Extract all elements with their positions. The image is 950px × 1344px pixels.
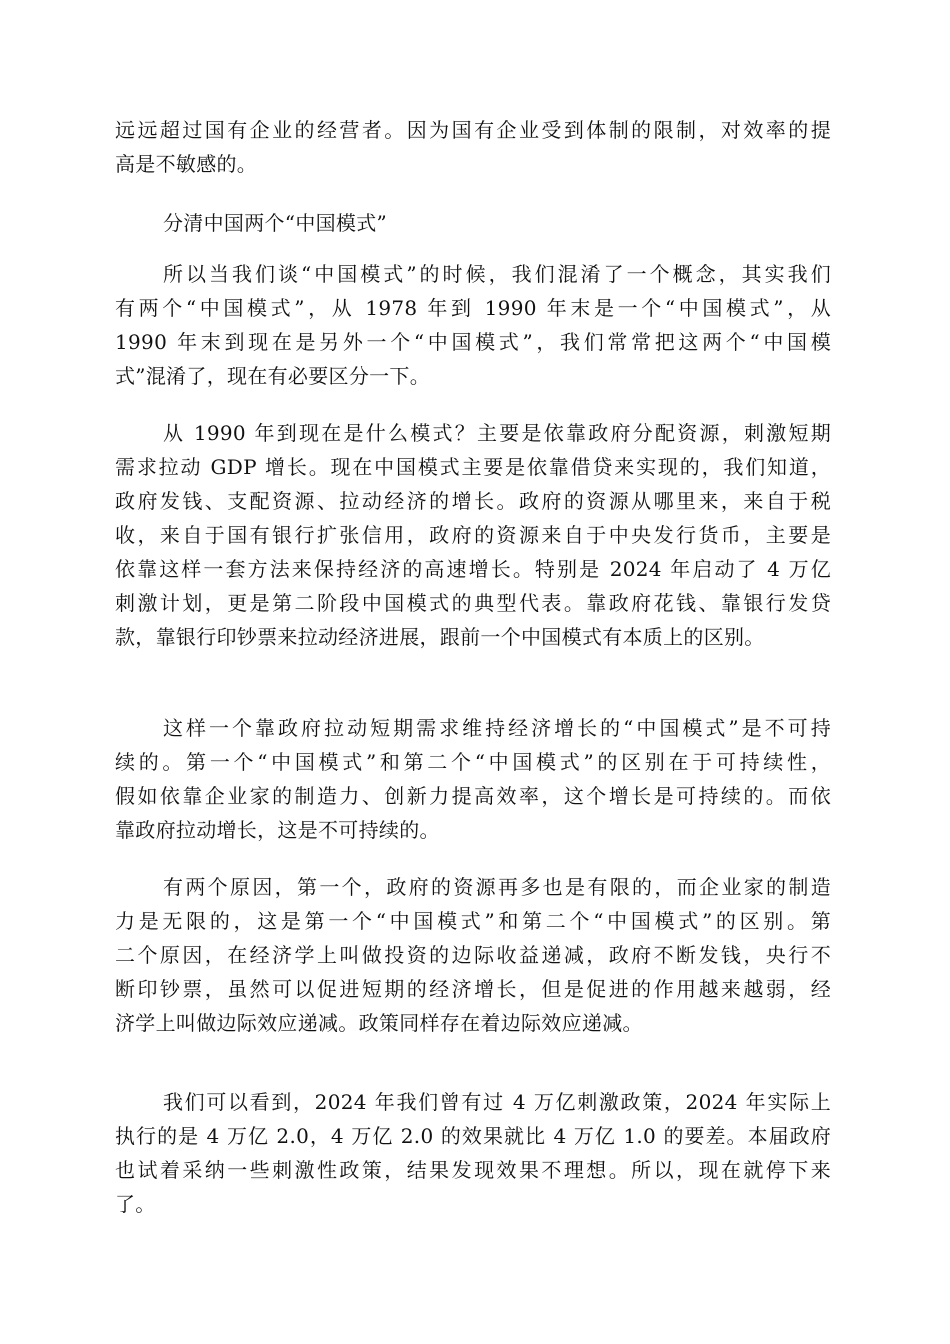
paragraph-continuation: [115, 113, 831, 181]
text-line: 这样一个靠政府拉动短期需求维持经济增长的“中国模式”是不可持: [163, 716, 831, 740]
text-line: 远远超过国有企业的经营者。因为国有企业受到体制的限制，对效率的提: [115, 118, 831, 142]
text-line: 款，靠银行印钞票来拉动经济进展，跟前一个中国模式有本质上的区别。: [115, 625, 765, 649]
paragraph: [115, 257, 831, 393]
text-line: 我们可以看到，2024 年我们曾有过 4 万亿刺激政策，2024 年实际上: [163, 1090, 831, 1114]
paragraph: [115, 1085, 831, 1221]
text-line: 有两个“中国模式”，从 1978 年到 1990 年末是一个“中国模式”，从: [115, 296, 831, 320]
text-line: 需求拉动 GDP 增长。现在中国模式主要是依靠借贷来实现的，我们知道，: [115, 455, 831, 479]
text-line: 假如依靠企业家的制造力、创新力提高效率，这个增长是可持续的。而依: [115, 784, 831, 808]
text-line: 依靠这样一套方法来保持经济的高速增长。特别是 2024 年启动了 4 万亿: [115, 557, 831, 581]
text-line: 1990 年末到现在是另外一个“中国模式”，我们常常把这两个“中国模: [115, 330, 831, 354]
text-line: 靠政府拉动增长，这是不可持续的。: [115, 818, 440, 842]
heading-line: 分清中国两个“中国模式”: [163, 211, 388, 235]
text-line: 断印钞票，虽然可以促进短期的经济增长，但是促进的作用越来越弱，经: [115, 977, 831, 1001]
text-line: 执行的是 4 万亿 2.0，4 万亿 2.0 的效果就比 4 万亿 1.0 的要差。本届政府: [115, 1124, 831, 1148]
paragraph: [115, 416, 831, 654]
text-line: 力是无限的，这是第一个“中国模式”和第二个“中国模式”的区别。第: [115, 909, 831, 933]
paragraph: [115, 711, 831, 847]
text-line: 政府发钱、支配资源、拉动经济的增长。政府的资源从哪里来，来自于税: [115, 489, 831, 513]
text-line: 有两个原因，第一个，政府的资源再多也是有限的，而企业家的制造: [163, 875, 831, 899]
text-line: 所以当我们谈“中国模式”的时候，我们混淆了一个概念，其实我们: [163, 262, 831, 286]
text-line: 济学上叫做边际效应递减。政策同样存在着边际效应递减。: [115, 1011, 643, 1035]
text-line: 收，来自于国有银行扩张信用，政府的资源来自于中央发行货币，主要是: [115, 523, 831, 547]
text-line: 续的。第一个“中国模式”和第二个“中国模式”的区别在于可持续性，: [115, 750, 831, 774]
text-line: 刺激计划，更是第二阶段中国模式的典型代表。靠政府花钱、靠银行发贷: [115, 591, 831, 615]
text-line: 二个原因，在经济学上叫做投资的边际收益递减，政府不断发钱，央行不: [115, 943, 831, 967]
text-line: 从 1990 年到现在是什么模式？主要是依靠政府分配资源，刺激短期: [163, 421, 831, 445]
text-line: 了。: [115, 1192, 156, 1216]
section-heading: [115, 206, 831, 240]
paragraph: [115, 870, 831, 1040]
text-line: 高是不敏感的。: [115, 152, 258, 176]
text-line: 式”混淆了，现在有必要区分一下。: [115, 364, 431, 388]
text-line: 也试着采纳一些刺激性政策，结果发现效果不理想。所以，现在就停下来: [115, 1158, 831, 1182]
